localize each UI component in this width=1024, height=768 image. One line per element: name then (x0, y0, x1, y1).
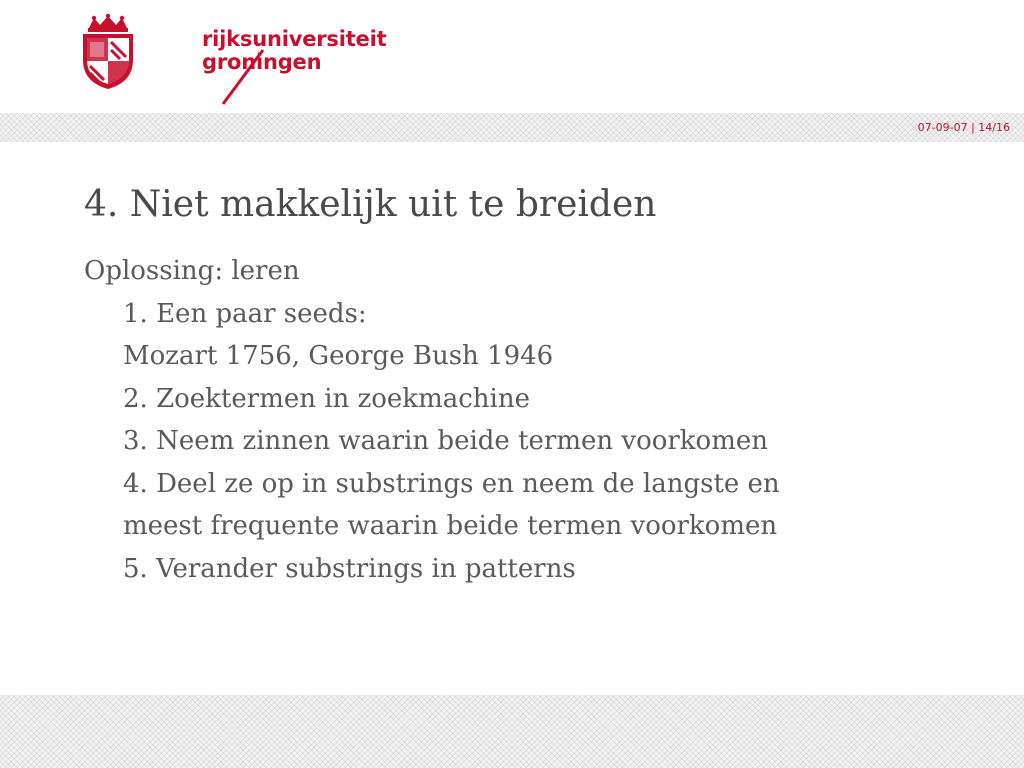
list-item: 1. Een paar seeds: (123, 298, 367, 329)
slide-body (84, 250, 984, 590)
list-item: 5. Verander substrings in patterns (123, 553, 576, 584)
university-logo (80, 14, 410, 94)
institution-name-line1: rijksuniversiteit (202, 27, 387, 51)
institution-name (202, 28, 386, 74)
header-band (0, 113, 1024, 142)
university-crest-icon (80, 14, 136, 90)
slide-date-page: 07-09-07 | 14/16 (917, 121, 1010, 134)
list-item: meest frequente waarin beide termen voorkomen (123, 511, 778, 541)
list-item: 4. Deel ze op in substrings en neem de langste en (123, 468, 780, 499)
list-item: 3. Neem zinnen waarin beide termen voorkomen (123, 426, 768, 456)
list-item: 2. Zoektermen in zoekmachine (123, 383, 530, 414)
slide-title: 4. Niet makkelijk uit te breiden (84, 184, 657, 225)
list-item: Mozart 1756, George Bush 1946 (123, 341, 554, 371)
footer-band (0, 695, 1024, 768)
institution-name-line2: groningen (202, 50, 322, 74)
intro-line: Oplossing: leren (84, 256, 300, 286)
